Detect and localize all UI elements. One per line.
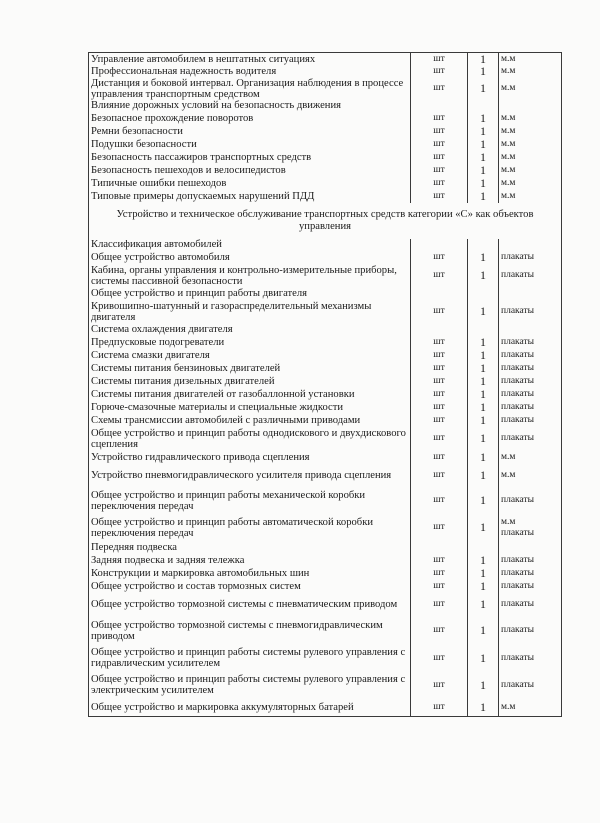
quantity-cell: 1: [468, 112, 499, 125]
item-name-cell: Системы питания двигателей от газобаллонной установки: [89, 388, 411, 401]
unit-cell: шт: [411, 125, 468, 138]
unit-cell: [411, 288, 468, 300]
note-cell: [499, 324, 562, 336]
equipment-table-body: [89, 53, 562, 717]
note-cell: плакаты: [499, 554, 562, 567]
table-row: [89, 451, 562, 464]
quantity-cell: 1: [468, 567, 499, 580]
note-cell: плакаты: [499, 580, 562, 593]
note-cell: плакаты: [499, 349, 562, 362]
item-name-cell: Общее устройство и принцип работы системы рулевого управления с электрическим усилителем: [89, 672, 411, 699]
item-name-cell: Горюче-смазочные материалы и специальные жидкости: [89, 401, 411, 414]
item-name-cell: Управление автомобилем в нештатных ситуациях: [89, 53, 411, 66]
item-name-cell: Передняя подвеска: [89, 542, 411, 554]
table-row: [89, 125, 562, 138]
item-name-cell: Системы питания дизельных двигателей: [89, 375, 411, 388]
note-cell: [499, 239, 562, 251]
note-cell: [499, 100, 562, 112]
unit-cell: [411, 100, 468, 112]
table-row: [89, 100, 562, 112]
unit-cell: шт: [411, 464, 468, 488]
note-cell: м.м: [499, 151, 562, 164]
note-cell: плакаты: [499, 251, 562, 264]
unit-cell: шт: [411, 593, 468, 617]
item-name-cell: Задняя подвеска и задняя тележка: [89, 554, 411, 567]
quantity-cell: 1: [468, 672, 499, 699]
note-cell: м.м: [499, 164, 562, 177]
section-header-row: [89, 203, 562, 239]
table-row: [89, 699, 562, 717]
quantity-cell: 1: [468, 177, 499, 190]
unit-cell: шт: [411, 580, 468, 593]
note-cell: [499, 542, 562, 554]
quantity-cell: [468, 324, 499, 336]
section-title: Устройство и техническое обслуживание транспортных средств категории «С» как объектов управления: [89, 203, 562, 239]
note-cell: м.м: [499, 138, 562, 151]
note-cell: м.м: [499, 78, 562, 100]
quantity-cell: 1: [468, 151, 499, 164]
table-row: [89, 138, 562, 151]
unit-cell: шт: [411, 645, 468, 672]
quantity-cell: 1: [468, 580, 499, 593]
note-cell: плакаты: [499, 567, 562, 580]
quantity-cell: 1: [468, 336, 499, 349]
quantity-cell: 1: [468, 451, 499, 464]
table-row: [89, 567, 562, 580]
item-name-cell: Общее устройство и маркировка аккумуляторных батарей: [89, 699, 411, 717]
item-name-cell: Устройство гидравлического привода сцепления: [89, 451, 411, 464]
table-row: [89, 177, 562, 190]
note-cell: плакаты: [499, 388, 562, 401]
note-cell: м.м: [499, 112, 562, 125]
item-name-cell: Типовые примеры допускаемых нарушений ПДД: [89, 190, 411, 203]
quantity-cell: [468, 239, 499, 251]
item-name-cell: Система охлаждения двигателя: [89, 324, 411, 336]
unit-cell: шт: [411, 672, 468, 699]
table-row: [89, 427, 562, 451]
unit-cell: шт: [411, 699, 468, 717]
table-row: [89, 388, 562, 401]
unit-cell: [411, 324, 468, 336]
item-name-cell: Общее устройство и принцип работы однодискового и двухдискового сцепления: [89, 427, 411, 451]
table-row: [89, 239, 562, 251]
table-row: [89, 78, 562, 100]
quantity-cell: [468, 288, 499, 300]
note-cell: плакаты: [499, 362, 562, 375]
table-row: [89, 151, 562, 164]
item-name-cell: Безопасность пешеходов и велосипедистов: [89, 164, 411, 177]
unit-cell: шт: [411, 488, 468, 514]
quantity-cell: 1: [468, 645, 499, 672]
item-name-cell: Система смазки двигателя: [89, 349, 411, 362]
item-name-cell: Кабина, органы управления и контрольно-измерительные приборы, системы пассивной безопасности: [89, 264, 411, 288]
item-name-cell: Предпусковые подогреватели: [89, 336, 411, 349]
note-cell: плакаты: [499, 672, 562, 699]
unit-cell: шт: [411, 164, 468, 177]
note-cell: плакаты: [499, 336, 562, 349]
note-cell: плакаты: [499, 645, 562, 672]
table-row: [89, 112, 562, 125]
note-cell: м.м плакаты: [499, 514, 562, 542]
table-row: [89, 375, 562, 388]
quantity-cell: 1: [468, 78, 499, 100]
item-name-cell: Дистанция и боковой интервал. Организация наблюдения в процессе управления транспортным средством: [89, 78, 411, 100]
item-name-cell: Кривошипно-шатунный и газораспределительный механизмы двигателя: [89, 300, 411, 324]
item-name-cell: Классификация автомобилей: [89, 239, 411, 251]
note-cell: м.м: [499, 451, 562, 464]
note-cell: м.м: [499, 190, 562, 203]
unit-cell: шт: [411, 190, 468, 203]
note-cell: плакаты: [499, 617, 562, 645]
note-cell: м.м: [499, 699, 562, 717]
unit-cell: шт: [411, 66, 468, 78]
table-row: [89, 251, 562, 264]
quantity-cell: 1: [468, 164, 499, 177]
unit-cell: шт: [411, 349, 468, 362]
item-name-cell: Общее устройство и состав тормозных систем: [89, 580, 411, 593]
item-name-cell: Общее устройство и принцип работы механической коробки переключения передач: [89, 488, 411, 514]
table-row: [89, 617, 562, 645]
unit-cell: шт: [411, 300, 468, 324]
unit-cell: шт: [411, 177, 468, 190]
note-cell: м.м: [499, 66, 562, 78]
note-cell: плакаты: [499, 488, 562, 514]
table-row: [89, 672, 562, 699]
item-name-cell: Подушки безопасности: [89, 138, 411, 151]
unit-cell: шт: [411, 427, 468, 451]
table-row: [89, 580, 562, 593]
note-cell: плакаты: [499, 427, 562, 451]
unit-cell: шт: [411, 78, 468, 100]
table-row: [89, 288, 562, 300]
item-name-cell: Общее устройство тормозной системы с пневмогидравлическим приводом: [89, 617, 411, 645]
unit-cell: шт: [411, 336, 468, 349]
quantity-cell: 1: [468, 300, 499, 324]
item-name-cell: Общее устройство и принцип работы системы рулевого управления с гидравлическим усилителем: [89, 645, 411, 672]
quantity-cell: 1: [468, 125, 499, 138]
table-row: [89, 324, 562, 336]
note-cell: плакаты: [499, 401, 562, 414]
note-cell: [499, 288, 562, 300]
table-row: [89, 464, 562, 488]
table-row: [89, 542, 562, 554]
quantity-cell: 1: [468, 349, 499, 362]
item-name-cell: Ремни безопасности: [89, 125, 411, 138]
note-cell: м.м: [499, 464, 562, 488]
equipment-table: [88, 52, 562, 717]
quantity-cell: 1: [468, 401, 499, 414]
item-name-cell: Общее устройство и принцип работы двигателя: [89, 288, 411, 300]
note-cell: плакаты: [499, 414, 562, 427]
quantity-cell: [468, 542, 499, 554]
item-name-cell: Конструкции и маркировка автомобильных шин: [89, 567, 411, 580]
unit-cell: шт: [411, 401, 468, 414]
note-cell: м.м: [499, 53, 562, 66]
quantity-cell: 1: [468, 66, 499, 78]
note-cell: плакаты: [499, 593, 562, 617]
unit-cell: шт: [411, 138, 468, 151]
item-name-cell: Общее устройство тормозной системы с пневматическим приводом: [89, 593, 411, 617]
note-cell: плакаты: [499, 375, 562, 388]
quantity-cell: 1: [468, 554, 499, 567]
item-name-cell: Системы питания бензиновых двигателей: [89, 362, 411, 375]
item-name-cell: Безопасность пассажиров транспортных средств: [89, 151, 411, 164]
quantity-cell: 1: [468, 488, 499, 514]
item-name-cell: Общее устройство автомобиля: [89, 251, 411, 264]
quantity-cell: 1: [468, 388, 499, 401]
note-cell: плакаты: [499, 300, 562, 324]
quantity-cell: 1: [468, 251, 499, 264]
quantity-cell: 1: [468, 138, 499, 151]
quantity-cell: 1: [468, 699, 499, 717]
unit-cell: шт: [411, 251, 468, 264]
table-row: [89, 300, 562, 324]
unit-cell: шт: [411, 554, 468, 567]
unit-cell: шт: [411, 567, 468, 580]
unit-cell: шт: [411, 362, 468, 375]
unit-cell: шт: [411, 388, 468, 401]
table-row: [89, 190, 562, 203]
table-row: [89, 362, 562, 375]
unit-cell: [411, 542, 468, 554]
quantity-cell: 1: [468, 593, 499, 617]
quantity-cell: 1: [468, 53, 499, 66]
quantity-cell: 1: [468, 514, 499, 542]
unit-cell: шт: [411, 264, 468, 288]
quantity-cell: 1: [468, 464, 499, 488]
table-row: [89, 336, 562, 349]
table-row: [89, 401, 562, 414]
quantity-cell: 1: [468, 362, 499, 375]
item-name-cell: Устройство пневмогидравлического усилителя привода сцепления: [89, 464, 411, 488]
quantity-cell: 1: [468, 427, 499, 451]
quantity-cell: 1: [468, 190, 499, 203]
note-cell: плакаты: [499, 264, 562, 288]
quantity-cell: 1: [468, 617, 499, 645]
quantity-cell: 1: [468, 414, 499, 427]
quantity-cell: 1: [468, 264, 499, 288]
unit-cell: шт: [411, 617, 468, 645]
table-row: [89, 645, 562, 672]
quantity-cell: [468, 100, 499, 112]
table-row: [89, 53, 562, 66]
item-name-cell: Профессиональная надежность водителя: [89, 66, 411, 78]
quantity-cell: 1: [468, 375, 499, 388]
unit-cell: шт: [411, 514, 468, 542]
table-row: [89, 593, 562, 617]
item-name-cell: Типичные ошибки пешеходов: [89, 177, 411, 190]
unit-cell: шт: [411, 375, 468, 388]
note-cell: м.м: [499, 125, 562, 138]
item-name-cell: Безопасное прохождение поворотов: [89, 112, 411, 125]
unit-cell: [411, 239, 468, 251]
note-cell: м.м: [499, 177, 562, 190]
table-row: [89, 264, 562, 288]
unit-cell: шт: [411, 53, 468, 66]
item-name-cell: Влияние дорожных условий на безопасность движения: [89, 100, 411, 112]
table-row: [89, 164, 562, 177]
table-row: [89, 514, 562, 542]
unit-cell: шт: [411, 151, 468, 164]
item-name-cell: Общее устройство и принцип работы автоматической коробки переключения передач: [89, 514, 411, 542]
table-row: [89, 414, 562, 427]
table-row: [89, 488, 562, 514]
table-row: [89, 66, 562, 78]
item-name-cell: Схемы трансмиссии автомобилей с различными приводами: [89, 414, 411, 427]
unit-cell: шт: [411, 414, 468, 427]
unit-cell: шт: [411, 451, 468, 464]
table-row: [89, 349, 562, 362]
unit-cell: шт: [411, 112, 468, 125]
table-row: [89, 554, 562, 567]
